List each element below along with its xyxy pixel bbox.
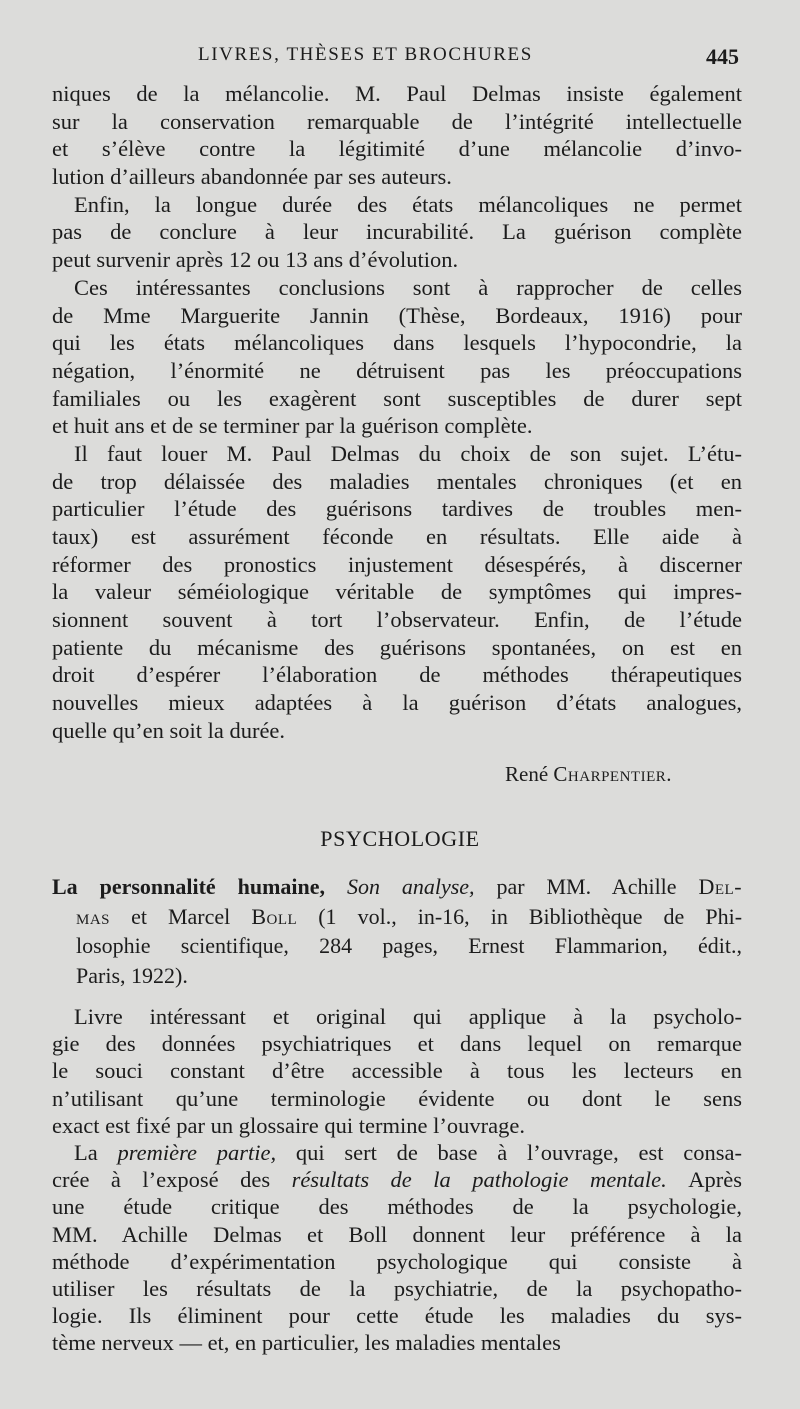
text-line: Enfin, la longue durée des états mélancoliques ne permet (74, 191, 742, 217)
text-line: réformer des pronostics injustement désespérés, à discerner (52, 551, 742, 577)
book-line2-mid: et Marcel (131, 903, 231, 929)
text-line: n’utilisant qu’une terminologie évidente ou dont le sens (52, 1085, 742, 1111)
text-run: La (74, 1139, 118, 1165)
text-line: et huit ans et de se terminer par la guérison complète. (52, 413, 533, 439)
text-line: utiliser les résultats de la psychiatrie, de la psychopatho- (52, 1275, 742, 1301)
italic-run: résultats de la pathologie mentale. (291, 1167, 689, 1193)
text-line: exact est fixé par un glossaire qui termine l’ouvrage. (52, 1112, 525, 1138)
book-line4: Paris, 1922). (76, 963, 188, 989)
text-line: patiente du mécanisme des guérisons spontanées, on est en (52, 634, 742, 660)
book-author2: Boll (251, 903, 298, 929)
review-charpentier (52, 80, 742, 745)
text-run: crée à l’exposé des (52, 1167, 292, 1193)
text-run: qui sert de base à l’ouvrage, est consa- (295, 1139, 742, 1165)
book-author-part: Del- (698, 874, 743, 899)
text-line: quelle qu’en soit la durée. (52, 717, 286, 743)
text-line: droit d’espérer l’élaboration de méthodes thérapeutiques (52, 662, 742, 688)
text-line: la valeur séméiologique véritable de symptômes qui impres- (52, 579, 742, 605)
text-line: Livre intéressant et original qui applique à la psycholo- (74, 1004, 742, 1029)
signature-first-name: René (505, 762, 549, 786)
book-line2-rest: (1 vol., in-16, in Bibliothèque de Phi- (318, 903, 743, 929)
text-line: particulier l’étude des guérisons tardives de troubles men- (52, 496, 742, 522)
text-line: Il faut louer M. Paul Delmas du choix de son sujet. L’étu- (74, 440, 742, 466)
book-by: par MM. Achille (496, 874, 677, 899)
text-line: MM. Achille Delmas et Boll donnent leur préférence à la (52, 1221, 742, 1247)
text-line: pas de conclure à leur incurabilité. La guérison complète (52, 219, 742, 245)
text-line: familiales ou les exagèrent sont susceptibles de durer sept (52, 385, 742, 411)
reviewer-signature (505, 762, 672, 787)
text-line: qui les états mélancoliques dans lesquels l’hypocondrie, la (52, 330, 742, 356)
text-line: gie des données psychiatriques et dans lequel on remarque (52, 1031, 742, 1057)
book-author-rest: mas (76, 903, 111, 929)
text-line: tème nerveux — et, en particulier, les maladies mentales (52, 1330, 561, 1356)
book-line3: losophie scientifique, 284 pages, Ernest Flammarion, édit., (76, 933, 742, 959)
signature-last-name: Charpentier. (553, 762, 672, 786)
text-line: de trop délaissée des maladies mentales chroniques (et en (52, 468, 742, 494)
text-line: logie. Ils éliminent pour cette étude les maladies du sys- (52, 1303, 742, 1329)
text-line: sionnent souvent à tort l’observateur. Enfin, de l’étude (52, 607, 742, 633)
text-line: sur la conservation remarquable de l’intégrité intellectuelle (52, 108, 742, 134)
text-line (52, 1166, 742, 1193)
book-title: La personnalité humaine, (52, 874, 326, 899)
text-line: de Mme Marguerite Jannin (Thèse, Bordeaux, 1916) pour (52, 302, 742, 328)
text-line: Ces intéressantes conclusions sont à rapprocher de celles (74, 274, 742, 300)
book-reference (52, 872, 742, 991)
text-line: nouvelles mieux adaptées à la guérison d’états analogues, (52, 690, 742, 716)
review-personnalite (52, 1003, 742, 1356)
text-line: négation, l’énormité ne détruisent pas les préoccupations (52, 357, 742, 383)
section-title: PSYCHOLOGIE (320, 826, 480, 851)
running-header (0, 44, 800, 74)
text-line: une étude critique des méthodes de la psychologie, (52, 1194, 742, 1220)
page-number: 445 (706, 44, 739, 69)
text-line: peut survenir après 12 ou 13 ans d’évolution. (52, 247, 459, 273)
text-line: niques de la mélancolie. M. Paul Delmas insiste également (52, 81, 742, 106)
text-line (52, 1139, 742, 1166)
text-line: le souci constant d’être accessible à tous les lecteurs en (52, 1058, 742, 1084)
text-run: Après (688, 1167, 743, 1193)
text-line: taux) est assurément féconde en résultats. Elle aide à (52, 524, 742, 549)
text-line: méthode d’expérimentation psychologique qui consiste à (52, 1248, 742, 1274)
text-line: et s’élève contre la légitimité d’une mélancolie d’invo- (52, 136, 742, 162)
book-subtitle: Son analyse, (346, 874, 475, 899)
italic-run: première partie, (117, 1139, 296, 1165)
text-line: lution d’ailleurs abandonnée par ses auteurs. (52, 164, 452, 190)
running-title: LIVRES, THÈSES ET BROCHURES (198, 44, 533, 65)
